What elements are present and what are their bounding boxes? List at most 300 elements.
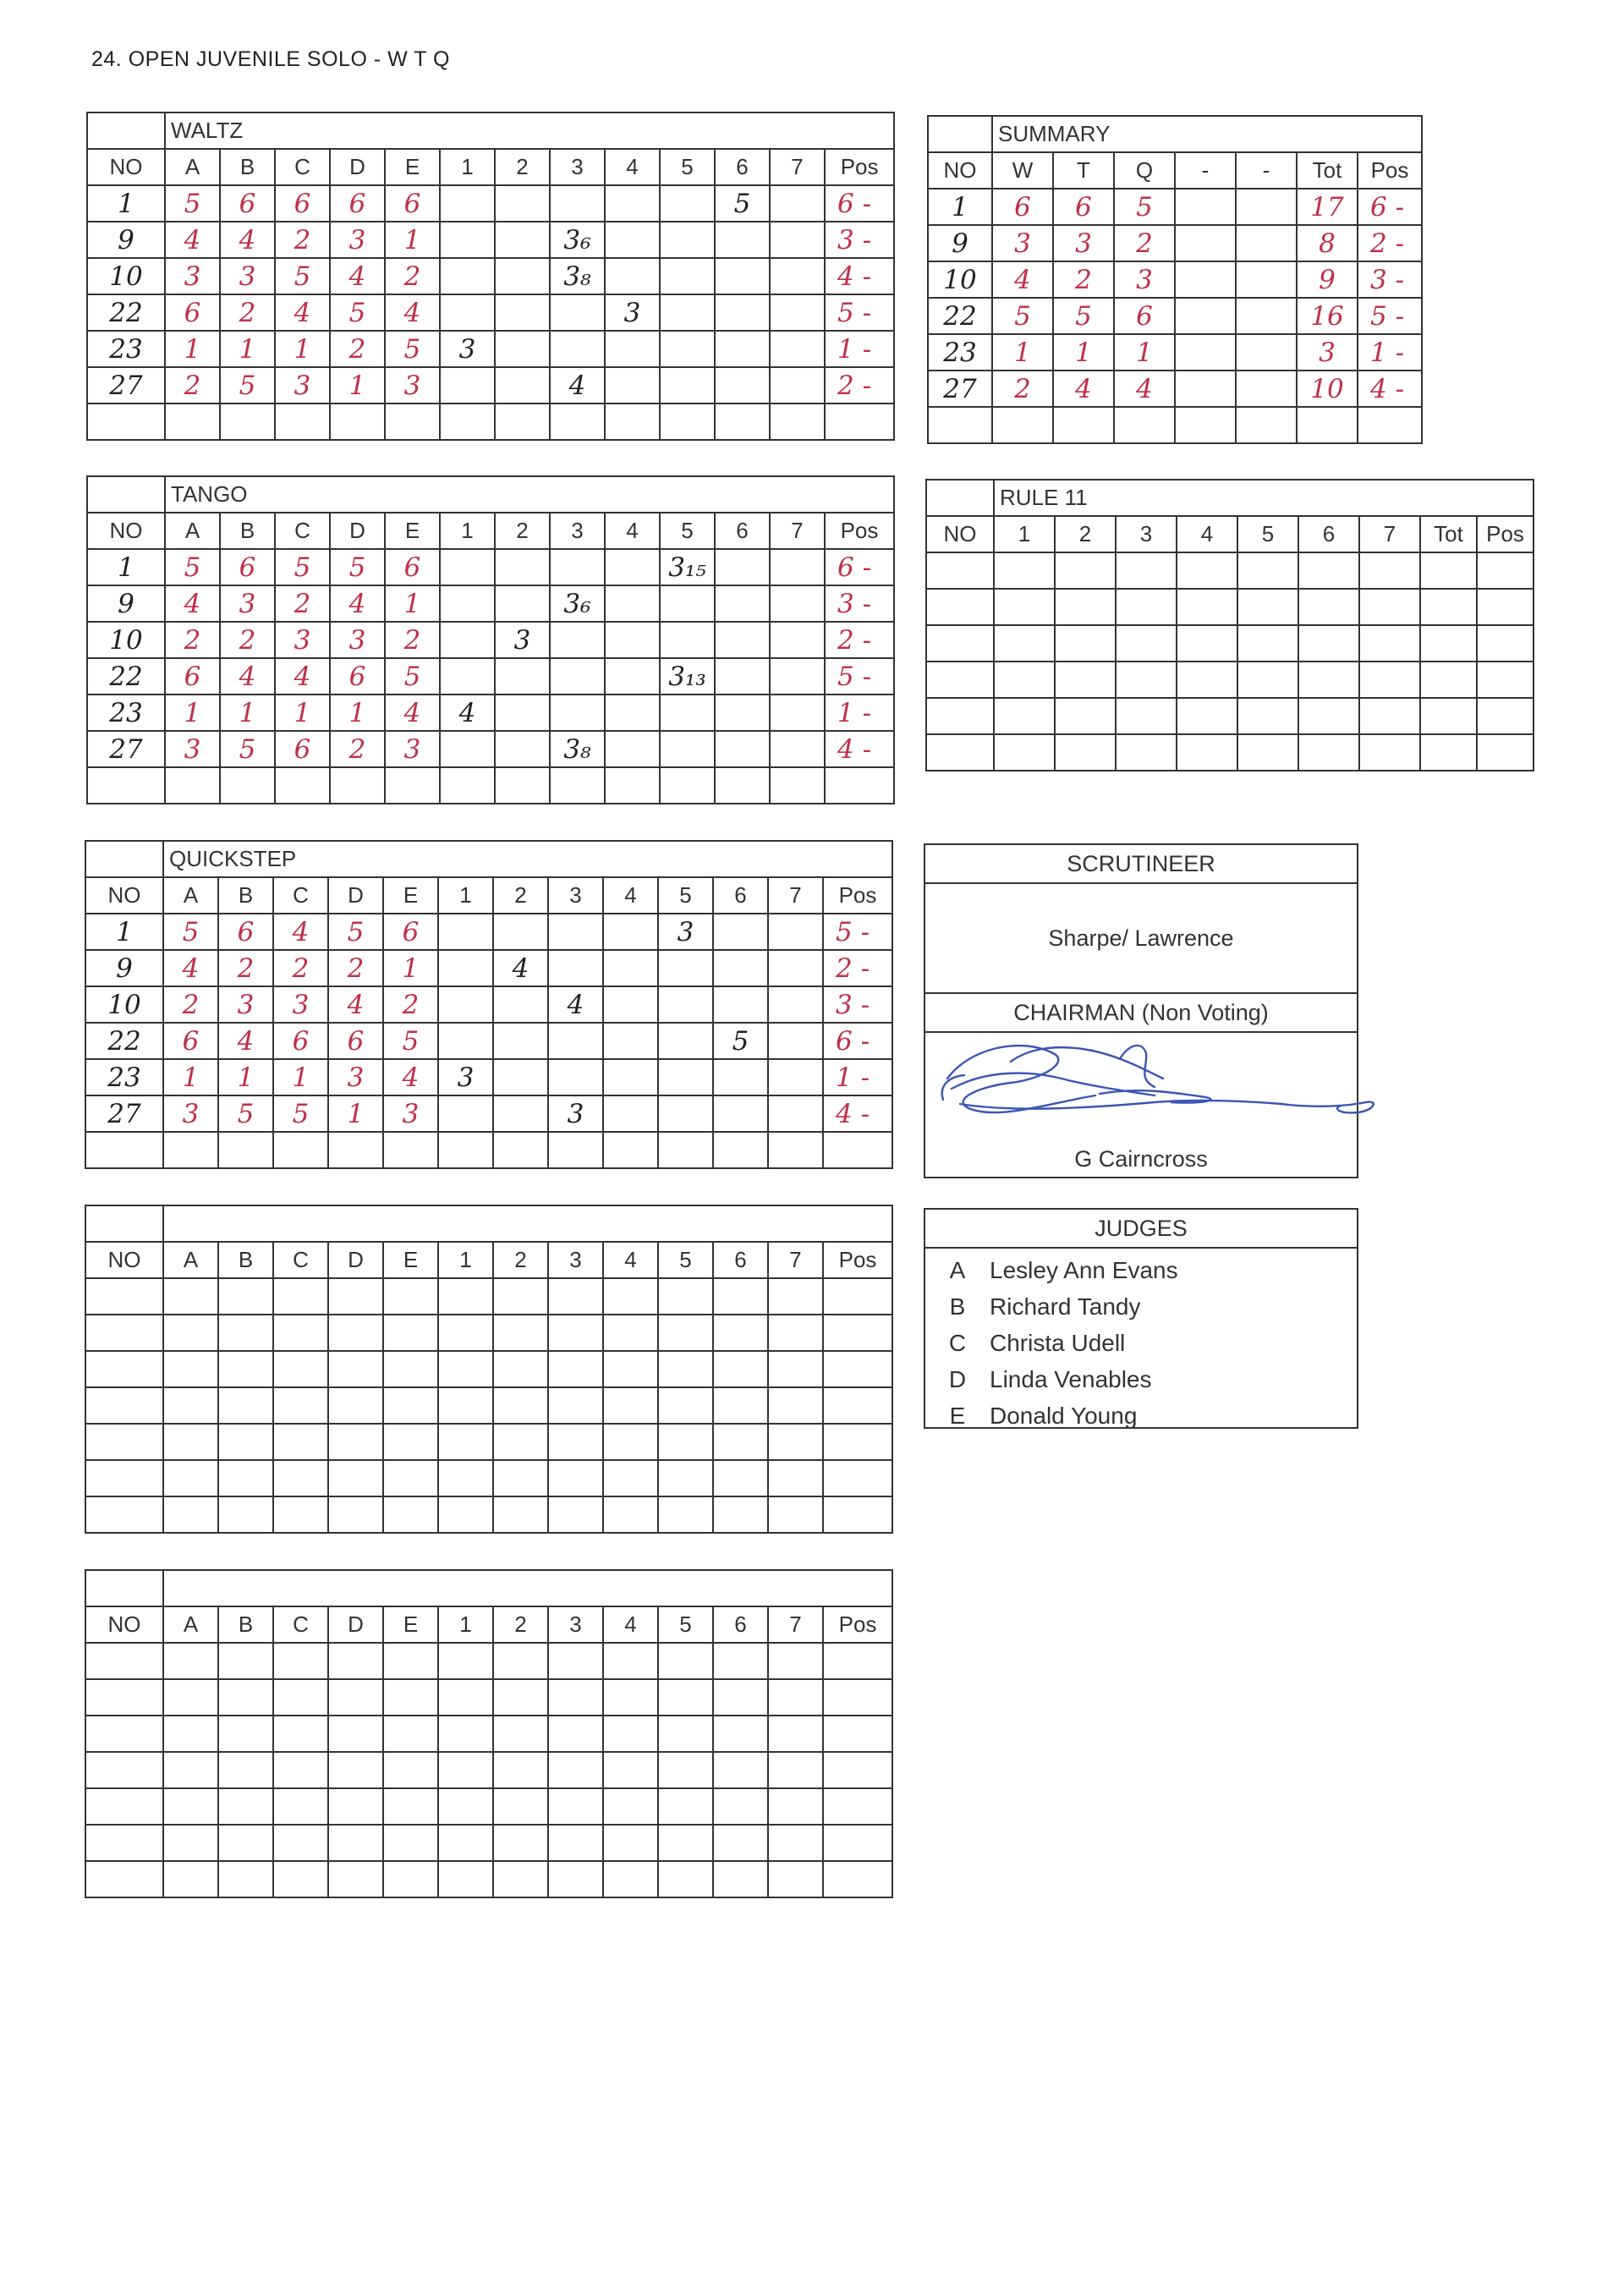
competitor-number <box>926 662 994 698</box>
mark-cell <box>328 1278 383 1315</box>
mark-cell <box>493 1095 548 1132</box>
mark-cell <box>440 404 495 440</box>
caption-spacer <box>85 1205 163 1242</box>
mark-cell <box>383 1643 438 1679</box>
table-row <box>85 1315 892 1351</box>
mark-cell: 4 <box>330 585 385 622</box>
mark-cell <box>328 1643 383 1679</box>
mark-cell <box>713 1059 768 1095</box>
column-header: 6 <box>715 149 770 185</box>
blank-marks-table-1 <box>85 1205 893 1534</box>
mark-cell: 3 <box>330 222 385 258</box>
mark-cell <box>1175 298 1236 334</box>
mark-cell <box>713 1278 768 1315</box>
mark-cell: 3 <box>385 367 440 404</box>
mark-cell: 6 <box>165 658 220 695</box>
table-row <box>85 1752 892 1788</box>
competitor-number <box>85 1643 163 1679</box>
competitor-number: 9 <box>928 225 992 261</box>
position-cell: 2 - <box>823 950 892 986</box>
competitor-number <box>87 767 165 804</box>
column-header: NO <box>85 877 163 914</box>
mark-cell <box>994 552 1055 589</box>
competitor-number: 9 <box>87 222 165 258</box>
competitor-number: 10 <box>85 986 163 1023</box>
mark-cell: 2 <box>385 258 440 294</box>
mark-cell <box>770 367 825 404</box>
position-cell: 5 - <box>1358 298 1422 334</box>
mark-cell: 4 <box>992 261 1053 298</box>
mark-cell <box>1055 734 1116 771</box>
mark-cell <box>1237 625 1298 662</box>
mark-cell <box>273 1132 328 1168</box>
competitor-number <box>85 1825 163 1861</box>
mark-cell <box>1298 698 1359 734</box>
position-cell: 1 - <box>825 695 894 731</box>
tango-marks-table <box>86 475 895 804</box>
mark-cell <box>715 367 770 404</box>
mark-cell <box>660 258 715 294</box>
mark-cell <box>273 1424 328 1460</box>
position-cell <box>823 1315 892 1351</box>
tick-mark: - <box>1386 191 1405 222</box>
tick-mark: - <box>852 1062 870 1093</box>
mark-cell: 1 <box>992 334 1053 371</box>
column-header: A <box>165 513 220 549</box>
mark-cell <box>768 1095 823 1132</box>
mark-cell <box>383 1861 438 1897</box>
mark-cell <box>1420 625 1477 662</box>
mark-cell <box>493 1643 548 1679</box>
competitor-number: 23 <box>85 1059 163 1095</box>
mark-cell <box>273 1387 328 1424</box>
judge-name: Richard Tandy <box>990 1293 1141 1320</box>
column-header: A <box>165 149 220 185</box>
mark-cell: 2 <box>1114 225 1175 261</box>
mark-cell <box>440 185 495 222</box>
caption-spacer <box>87 476 165 513</box>
mark-cell: 8 <box>1297 225 1358 261</box>
mark-cell: 3 <box>548 1095 603 1132</box>
mark-cell <box>163 1825 218 1861</box>
mark-cell <box>328 1716 383 1752</box>
mark-cell <box>273 1679 328 1716</box>
column-header: C <box>273 1606 328 1643</box>
mark-cell <box>493 1059 548 1095</box>
mark-cell <box>273 1825 328 1861</box>
quickstep-marks-table <box>85 840 893 1169</box>
column-header: E <box>385 149 440 185</box>
mark-cell <box>713 1861 768 1897</box>
position-cell: 2 - <box>1358 225 1422 261</box>
competitor-number <box>85 1496 163 1533</box>
column-header: C <box>275 149 330 185</box>
mark-cell <box>715 731 770 767</box>
position-cell <box>1358 407 1422 443</box>
mark-cell <box>493 1496 548 1533</box>
mark-cell <box>768 1424 823 1460</box>
mark-cell <box>383 1716 438 1752</box>
column-header: NO <box>87 149 165 185</box>
mark-cell <box>770 185 825 222</box>
column-header: C <box>273 877 328 914</box>
mark-cell <box>658 1059 713 1095</box>
table-row <box>87 549 894 585</box>
mark-cell <box>658 1825 713 1861</box>
column-header: 4 <box>603 1606 658 1643</box>
tick-mark: - <box>853 624 872 656</box>
mark-cell <box>603 950 658 986</box>
caption-spacer <box>926 480 994 516</box>
mark-cell: 1 <box>383 950 438 986</box>
column-header: 6 <box>713 1242 768 1278</box>
mark-cell <box>493 914 548 950</box>
tick-mark: - <box>853 188 872 219</box>
tick-mark: - <box>853 224 872 255</box>
judge-name: Linda Venables <box>990 1366 1152 1392</box>
mark-cell: 5 <box>328 914 383 950</box>
column-header: Pos <box>823 1606 892 1643</box>
table-row <box>85 1825 892 1861</box>
mark-cell <box>495 731 550 767</box>
mark-cell: 2 <box>163 986 218 1023</box>
mark-cell <box>603 1132 658 1168</box>
tick-mark: - <box>853 697 872 728</box>
column-header: 3 <box>548 1242 603 1278</box>
mark-cell <box>548 1861 603 1897</box>
position-cell: 1 - <box>825 331 894 367</box>
tick-mark: - <box>853 333 872 365</box>
column-header: D <box>330 149 385 185</box>
mark-cell <box>715 695 770 731</box>
mark-cell <box>163 1387 218 1424</box>
mark-cell <box>713 1752 768 1788</box>
mark-cell <box>218 1278 273 1315</box>
column-header: 1 <box>438 1606 493 1643</box>
competitor-number: 1 <box>87 185 165 222</box>
mark-cell <box>1236 371 1297 407</box>
tick-mark: - <box>1386 228 1405 259</box>
mark-cell: 3₈ <box>550 731 605 767</box>
mark-cell: 3 <box>1297 334 1358 371</box>
mark-cell <box>1116 734 1177 771</box>
mark-cell <box>495 185 550 222</box>
mark-cell <box>605 585 660 622</box>
mark-cell <box>605 767 660 804</box>
mark-cell <box>438 1679 493 1716</box>
table-row <box>85 950 892 986</box>
mark-cell <box>605 222 660 258</box>
mark-cell <box>603 1023 658 1059</box>
mark-cell <box>163 1679 218 1716</box>
column-header: E <box>385 513 440 549</box>
column-header: B <box>218 877 273 914</box>
position-cell <box>823 1825 892 1861</box>
column-header: 7 <box>768 877 823 914</box>
mark-cell <box>605 404 660 440</box>
mark-cell <box>383 1424 438 1460</box>
table-row <box>85 1424 892 1460</box>
mark-cell <box>440 549 495 585</box>
dance-title: SUMMARY <box>992 116 1422 152</box>
position-cell <box>823 1387 892 1424</box>
mark-cell <box>770 622 825 658</box>
position-cell: 1 - <box>1358 334 1422 371</box>
mark-cell <box>275 404 330 440</box>
mark-cell: 2 <box>1053 261 1114 298</box>
mark-cell <box>994 662 1055 698</box>
table-row <box>85 1679 892 1716</box>
mark-cell: 2 <box>220 622 275 658</box>
competitor-number: 9 <box>87 585 165 622</box>
mark-cell <box>438 1788 493 1825</box>
mark-cell: 1 <box>275 695 330 731</box>
mark-cell <box>548 1387 603 1424</box>
table-row <box>85 914 892 950</box>
mark-cell: 6 <box>165 294 220 331</box>
mark-cell <box>495 331 550 367</box>
summary-table <box>927 115 1423 444</box>
mark-cell: 5 <box>275 258 330 294</box>
competitor-number: 10 <box>928 261 992 298</box>
mark-cell <box>605 258 660 294</box>
blank-marks-table-2 <box>85 1569 893 1898</box>
competitor-number <box>85 1387 163 1424</box>
mark-cell: 3 <box>440 331 495 367</box>
table-row <box>85 1496 892 1533</box>
table-row <box>85 1132 892 1168</box>
mark-cell <box>328 1825 383 1861</box>
mark-cell <box>658 1752 713 1788</box>
mark-cell <box>1359 698 1420 734</box>
position-cell <box>823 1679 892 1716</box>
mark-cell <box>218 1387 273 1424</box>
mark-cell <box>493 1424 548 1460</box>
mark-cell <box>163 1315 218 1351</box>
mark-cell <box>768 1132 823 1168</box>
column-header: Pos <box>823 1242 892 1278</box>
mark-cell <box>605 622 660 658</box>
mark-cell <box>440 622 495 658</box>
mark-cell: 2 <box>383 986 438 1023</box>
table-row <box>85 1716 892 1752</box>
mark-cell <box>603 1278 658 1315</box>
mark-cell: 5 <box>220 731 275 767</box>
dance-title <box>163 1570 892 1606</box>
mark-cell <box>658 986 713 1023</box>
competitor-number <box>926 589 994 625</box>
mark-cell: 2 <box>330 331 385 367</box>
mark-cell <box>548 914 603 950</box>
position-cell <box>1477 698 1533 734</box>
mark-cell: 4 <box>385 294 440 331</box>
mark-cell <box>493 1788 548 1825</box>
mark-cell <box>715 622 770 658</box>
chairman-signature <box>918 1019 1391 1138</box>
mark-cell <box>218 1460 273 1496</box>
mark-cell: 5 <box>385 658 440 695</box>
tick-mark: - <box>1386 337 1405 368</box>
competitor-number: 27 <box>928 371 992 407</box>
mark-cell <box>550 695 605 731</box>
table-row <box>926 552 1533 589</box>
column-header: 1 <box>994 516 1055 552</box>
mark-cell <box>1236 189 1297 225</box>
mark-cell <box>218 1315 273 1351</box>
mark-cell: 4 <box>1053 371 1114 407</box>
mark-cell <box>715 404 770 440</box>
scrutineer-label: SCRUTINEER <box>925 845 1357 884</box>
tick-mark: - <box>852 989 870 1020</box>
mark-cell <box>1420 662 1477 698</box>
mark-cell: 6 <box>330 185 385 222</box>
mark-cell <box>605 549 660 585</box>
mark-cell <box>493 1861 548 1897</box>
column-header: 7 <box>768 1242 823 1278</box>
position-cell <box>1477 589 1533 625</box>
mark-cell <box>438 986 493 1023</box>
mark-cell <box>385 767 440 804</box>
mark-cell: 2 <box>165 367 220 404</box>
mark-cell <box>328 1132 383 1168</box>
mark-cell: 10 <box>1297 371 1358 407</box>
mark-cell <box>770 258 825 294</box>
judge-row <box>925 1252 1357 1288</box>
mark-cell <box>1420 552 1477 589</box>
mark-cell <box>1236 225 1297 261</box>
mark-cell <box>658 1132 713 1168</box>
mark-cell <box>273 1861 328 1897</box>
mark-cell: 4 <box>493 950 548 986</box>
competitor-number: 10 <box>87 258 165 294</box>
mark-cell <box>768 1788 823 1825</box>
mark-cell <box>770 222 825 258</box>
mark-cell <box>605 331 660 367</box>
mark-cell <box>1420 734 1477 771</box>
position-cell <box>823 1788 892 1825</box>
mark-cell <box>658 1679 713 1716</box>
mark-cell <box>658 1387 713 1424</box>
mark-cell <box>495 585 550 622</box>
mark-cell <box>1298 552 1359 589</box>
mark-cell <box>218 1679 273 1716</box>
table-row <box>87 367 894 404</box>
tick-mark: - <box>853 261 872 292</box>
competitor-number: 22 <box>85 1023 163 1059</box>
column-header: T <box>1053 152 1114 189</box>
column-header: D <box>328 877 383 914</box>
mark-cell <box>603 1643 658 1679</box>
position-cell <box>823 1132 892 1168</box>
mark-cell <box>1116 589 1177 625</box>
competitor-number <box>85 1460 163 1496</box>
mark-cell: 5 <box>715 185 770 222</box>
mark-cell <box>163 1496 218 1533</box>
mark-cell <box>605 185 660 222</box>
column-header: 6 <box>713 877 768 914</box>
mark-cell: 3 <box>218 986 273 1023</box>
mark-cell <box>1298 662 1359 698</box>
mark-cell <box>548 1752 603 1788</box>
mark-cell <box>383 1752 438 1788</box>
table-row <box>87 331 894 367</box>
mark-cell: 6 <box>275 731 330 767</box>
mark-cell <box>994 734 1055 771</box>
judge-row <box>925 1361 1357 1397</box>
mark-cell <box>383 1825 438 1861</box>
table-row <box>87 294 894 331</box>
column-header: 2 <box>493 1606 548 1643</box>
column-header: 5 <box>660 513 715 549</box>
table-row <box>928 371 1422 407</box>
mark-cell <box>658 1023 713 1059</box>
mark-cell: 4 <box>165 585 220 622</box>
mark-cell <box>658 1424 713 1460</box>
mark-cell <box>438 1095 493 1132</box>
mark-cell: 2 <box>218 950 273 986</box>
column-header: 4 <box>605 513 660 549</box>
table-row <box>87 585 894 622</box>
mark-cell <box>273 1278 328 1315</box>
mark-cell <box>1116 625 1177 662</box>
column-header: 1 <box>440 149 495 185</box>
mark-cell <box>603 1752 658 1788</box>
position-cell <box>825 404 894 440</box>
column-header: 2 <box>495 149 550 185</box>
table-row <box>926 662 1533 698</box>
tick-mark: - <box>1386 264 1405 295</box>
mark-cell <box>438 1315 493 1351</box>
competitor-number: 23 <box>87 331 165 367</box>
competitor-number <box>926 734 994 771</box>
mark-cell: 1 <box>165 695 220 731</box>
mark-cell <box>438 1424 493 1460</box>
mark-cell: 1 <box>385 222 440 258</box>
mark-cell <box>713 1095 768 1132</box>
rule11-table <box>925 479 1534 771</box>
mark-cell <box>495 549 550 585</box>
tick-mark: - <box>853 661 872 692</box>
column-header: Q <box>1114 152 1175 189</box>
position-cell: 2 - <box>825 622 894 658</box>
column-header: 3 <box>550 149 605 185</box>
mark-cell: 4 <box>1114 371 1175 407</box>
mark-cell <box>658 950 713 986</box>
table-row <box>87 695 894 731</box>
mark-cell <box>713 1788 768 1825</box>
mark-cell <box>330 404 385 440</box>
mark-cell: 2 <box>330 731 385 767</box>
mark-cell <box>713 1460 768 1496</box>
mark-cell <box>994 589 1055 625</box>
mark-cell <box>495 294 550 331</box>
mark-cell <box>1116 662 1177 698</box>
mark-cell <box>1053 407 1114 443</box>
column-header: Tot <box>1420 516 1477 552</box>
mark-cell: 4 <box>548 986 603 1023</box>
mark-cell <box>328 1861 383 1897</box>
table-row <box>928 407 1422 443</box>
mark-cell <box>440 585 495 622</box>
mark-cell <box>438 914 493 950</box>
mark-cell <box>493 1387 548 1424</box>
mark-cell <box>220 767 275 804</box>
column-header: Pos <box>825 149 894 185</box>
mark-cell: 3₆ <box>550 585 605 622</box>
mark-cell <box>1055 662 1116 698</box>
column-header: 3 <box>550 513 605 549</box>
position-cell: 6 - <box>823 1023 892 1059</box>
